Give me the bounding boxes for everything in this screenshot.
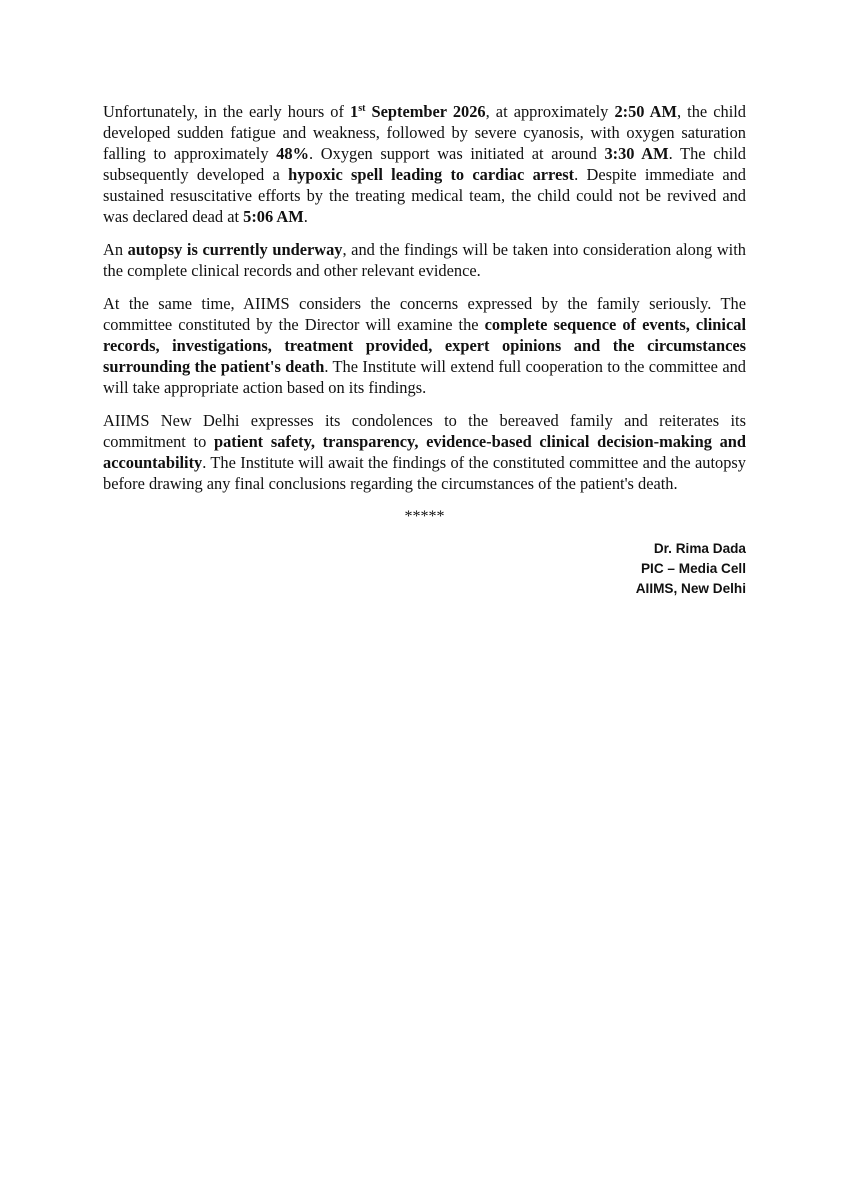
bold-text: 1 [350, 102, 359, 121]
body-text: . Despite immediate and sustained resuscitative efforts by the treating medical team, the child could not be revived and was declared dead at [103, 165, 746, 226]
body-text: Unfortunately, in the early hours of [103, 102, 350, 121]
signatory-organization: AIIMS, New Delhi [635, 581, 746, 596]
superscript-text: st [358, 103, 366, 114]
bold-text: 48% [276, 144, 310, 163]
bold-text: 5:06 AM [243, 207, 304, 226]
bold-text: hypoxic spell leading to cardiac arrest [288, 165, 575, 184]
bold-text: patient safety, transparency, evidence-based clinical decision-making and accountability [103, 432, 746, 472]
bold-text: 3:30 AM [604, 144, 669, 163]
body-text: . The child subsequently developed a [103, 144, 746, 184]
bold-text: 2:50 AM [614, 102, 677, 121]
body-text: At the same time, AIIMS considers the concerns expressed by the family seriously. The committee constituted by the Director will examine the [103, 294, 746, 334]
paragraph-2 [103, 239, 746, 281]
body-text: , the child developed sudden fatigue and weakness, followed by severe cyanosis, with oxygen saturation falling to approximately [103, 102, 747, 163]
body-text: AIIMS New Delhi expresses its condolences to the bereaved family and reiterates its commitment to [103, 411, 746, 451]
paragraph-1 [103, 101, 746, 227]
body-text: , at approximately [485, 102, 615, 121]
paragraphs-container [103, 101, 746, 494]
press-release-body [103, 101, 746, 599]
body-text: . The Institute will await the findings of the constituted committee and the autopsy before drawing any final conclusions regarding the circumstances of the patient's death. [103, 453, 746, 493]
signatory-title: PIC – Media Cell [640, 561, 746, 576]
paragraph-4 [103, 410, 746, 494]
paragraph-3 [103, 293, 746, 398]
signature-block [103, 539, 746, 599]
body-text: . The Institute will extend full cooperation to the committee and will take appropriate action based on its findings. [103, 357, 746, 397]
bold-text: September 2026 [365, 102, 486, 121]
body-text: An [103, 240, 128, 259]
body-text: . [303, 207, 308, 226]
section-separator: ***** [404, 508, 445, 525]
body-text: , and the findings will be taken into consideration along with the complete clinical records and other relevant evidence. [103, 240, 746, 280]
body-text: . Oxygen support was initiated at around [309, 144, 605, 163]
bold-text: complete sequence of events, clinical records, investigations, treatment provided, expert opinions and the circumstances surrounding the patient's death [103, 315, 747, 376]
signatory-name: Dr. Rima Dada [653, 541, 746, 556]
bold-text: autopsy is currently underway [127, 240, 343, 259]
